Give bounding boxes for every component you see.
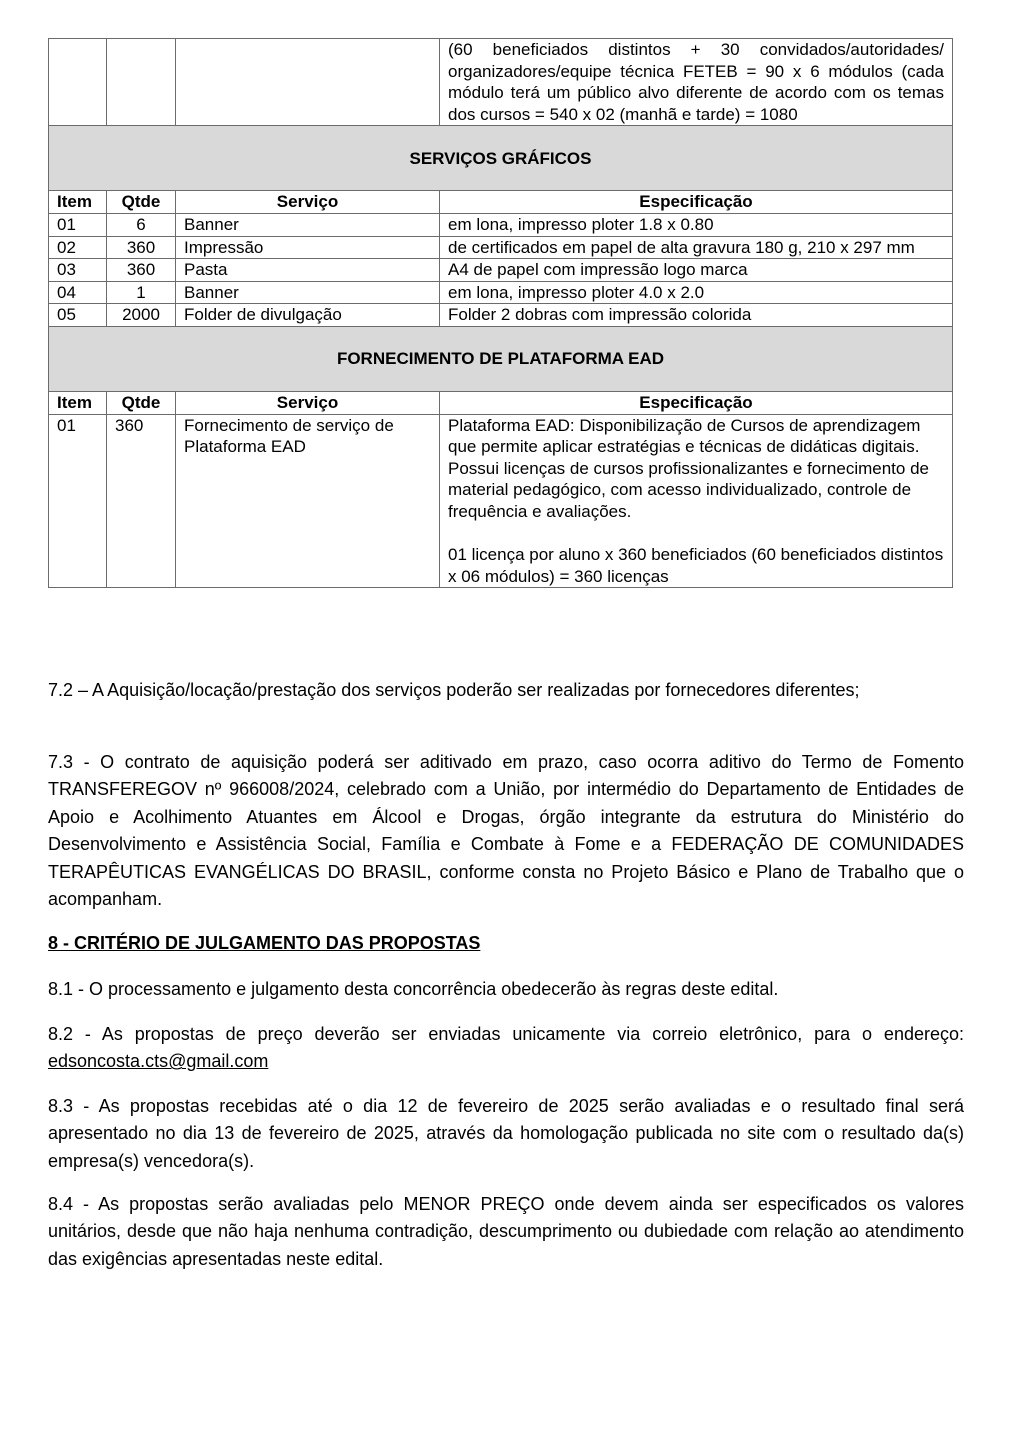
cell-item: 03 bbox=[49, 259, 107, 282]
cell-item: 05 bbox=[49, 304, 107, 327]
header-item: Item bbox=[49, 191, 107, 214]
cell-item: 01 bbox=[49, 414, 107, 588]
cell-servico: Impressão bbox=[176, 236, 440, 259]
table-row-continuation bbox=[49, 39, 953, 126]
table-row bbox=[49, 281, 953, 304]
cell-especificacao bbox=[440, 414, 953, 588]
paragraph-8-4: 8.4 - As propostas serão avaliadas pelo MENOR PREÇO onde devem ainda ser especificados os valores unitários, desde que não haja nenhuma contradição, descumprimento ou dubiedade com relação ao atendimento das exigências apresentadas neste edital. bbox=[48, 1194, 964, 1269]
cell-item bbox=[49, 39, 107, 126]
header-item: Item bbox=[49, 391, 107, 414]
cell-qtde: 1 bbox=[107, 281, 176, 304]
header-especificacao: Especificação bbox=[440, 191, 953, 214]
table-row bbox=[49, 259, 953, 282]
column-header-row bbox=[49, 391, 953, 414]
section-title: SERVIÇOS GRÁFICOS bbox=[49, 126, 953, 191]
header-servico: Serviço bbox=[176, 191, 440, 214]
cell-especificacao: de certificados em papel de alta gravura 180 g, 210 x 297 mm bbox=[440, 236, 953, 259]
services-table bbox=[48, 38, 953, 588]
header-qtde: Qtde bbox=[107, 191, 176, 214]
cell-servico: Fornecimento de serviço de Plataforma EAD bbox=[176, 414, 440, 588]
paragraph-8-2 bbox=[48, 1021, 964, 1076]
cell-qtde: 360 bbox=[107, 259, 176, 282]
cell-servico: Pasta bbox=[176, 259, 440, 282]
column-header-row bbox=[49, 191, 953, 214]
cell-especificacao: A4 de papel com impressão logo marca bbox=[440, 259, 953, 282]
cell-servico: Folder de divulgação bbox=[176, 304, 440, 327]
especificacao-paragraph-1: Plataforma EAD: Disponibilização de Cursos de aprendizagem que permite aplicar estratégias e técnicas de didáticas digitais. Possui licenças de cursos profissionalizantes e fornecimento de material pedagógico, com acesso individualizado, controle de frequência e avaliações. bbox=[448, 415, 929, 521]
cell-especificacao: Folder 2 dobras com impressão colorida bbox=[440, 304, 953, 327]
paragraph-7-2: 7.2 – A Aquisição/locação/prestação dos serviços poderão ser realizadas por fornecedores diferentes; bbox=[48, 680, 860, 700]
paragraph-8-3: 8.3 - As propostas recebidas até o dia 12 de fevereiro de 2025 serão avaliadas e o resultado final será apresentado no dia 13 de fevereiro de 2025, através da homologação publicada no site com o resultado da(s) empresa(s) vencedora(s). bbox=[48, 1096, 964, 1171]
table-row bbox=[49, 213, 953, 236]
section-title: FORNECIMENTO DE PLATAFORMA EAD bbox=[49, 326, 953, 391]
header-servico: Serviço bbox=[176, 391, 440, 414]
table-row bbox=[49, 304, 953, 327]
cell-especificacao: em lona, impresso ploter 4.0 x 2.0 bbox=[440, 281, 953, 304]
paragraph-7-3: 7.3 - O contrato de aquisição poderá ser aditivado em prazo, caso ocorra aditivo do Termo de Fomento TRANSFEREGOV nº 966008/2024, celebrado com a União, por intermédio do Departamento de Entidades de Apoio e Acolhimento Atuantes em Álcool e Drogas, órgão integrante da estrutura do Ministério do Desenvolvimento e Assistência Social, Família e Combate à Fome e a FEDERAÇÃO DE COMUNIDADES TERAPÊUTICAS EVANGÉLICAS DO BRASIL, conforme consta no Projeto Básico e Plano de Trabalho que o acompanham. bbox=[48, 752, 964, 910]
cell-servico bbox=[176, 39, 440, 126]
section-header-plataforma-ead bbox=[49, 326, 953, 391]
cell-item: 01 bbox=[49, 213, 107, 236]
paragraph-8-2-text: 8.2 - As propostas de preço deverão ser enviadas unicamente via correio eletrônico, para o endereço: bbox=[48, 1024, 964, 1044]
cell-item: 02 bbox=[49, 236, 107, 259]
section-8-heading: 8 - CRITÉRIO DE JULGAMENTO DAS PROPOSTAS bbox=[48, 933, 481, 953]
cell-qtde: 360 bbox=[107, 414, 176, 588]
cell-item: 04 bbox=[49, 281, 107, 304]
email-link[interactable]: edsoncosta.cts@gmail.com bbox=[48, 1051, 269, 1072]
table-row bbox=[49, 236, 953, 259]
cell-qtde: 6 bbox=[107, 213, 176, 236]
table-row bbox=[49, 414, 953, 588]
cell-qtde: 360 bbox=[107, 236, 176, 259]
cell-especificacao: em lona, impresso ploter 1.8 x 0.80 bbox=[440, 213, 953, 236]
cell-servico: Banner bbox=[176, 281, 440, 304]
section-header-servicos-graficos bbox=[49, 126, 953, 191]
paragraph-8-1: 8.1 - O processamento e julgamento desta concorrência obedecerão às regras deste edital. bbox=[48, 979, 779, 999]
header-qtde: Qtde bbox=[107, 391, 176, 414]
cell-qtde: 2000 bbox=[107, 304, 176, 327]
paragraph-spacer bbox=[448, 523, 944, 545]
cell-especificacao: (60 beneficiados distintos + 30 convidados/autoridades/ organizadores/equipe técnica FETEB = 90 x 6 módulos (cada módulo terá um público alvo diferente de acordo com os temas dos cursos = 540 x 02 (manhã e tarde) = 1080 bbox=[440, 39, 953, 126]
especificacao-paragraph-2: 01 licença por aluno x 360 beneficiados (60 beneficiados distintos x 06 módulos) = 360 licenças bbox=[448, 545, 944, 586]
header-especificacao: Especificação bbox=[440, 391, 953, 414]
cell-servico: Banner bbox=[176, 213, 440, 236]
cell-qtde bbox=[107, 39, 176, 126]
